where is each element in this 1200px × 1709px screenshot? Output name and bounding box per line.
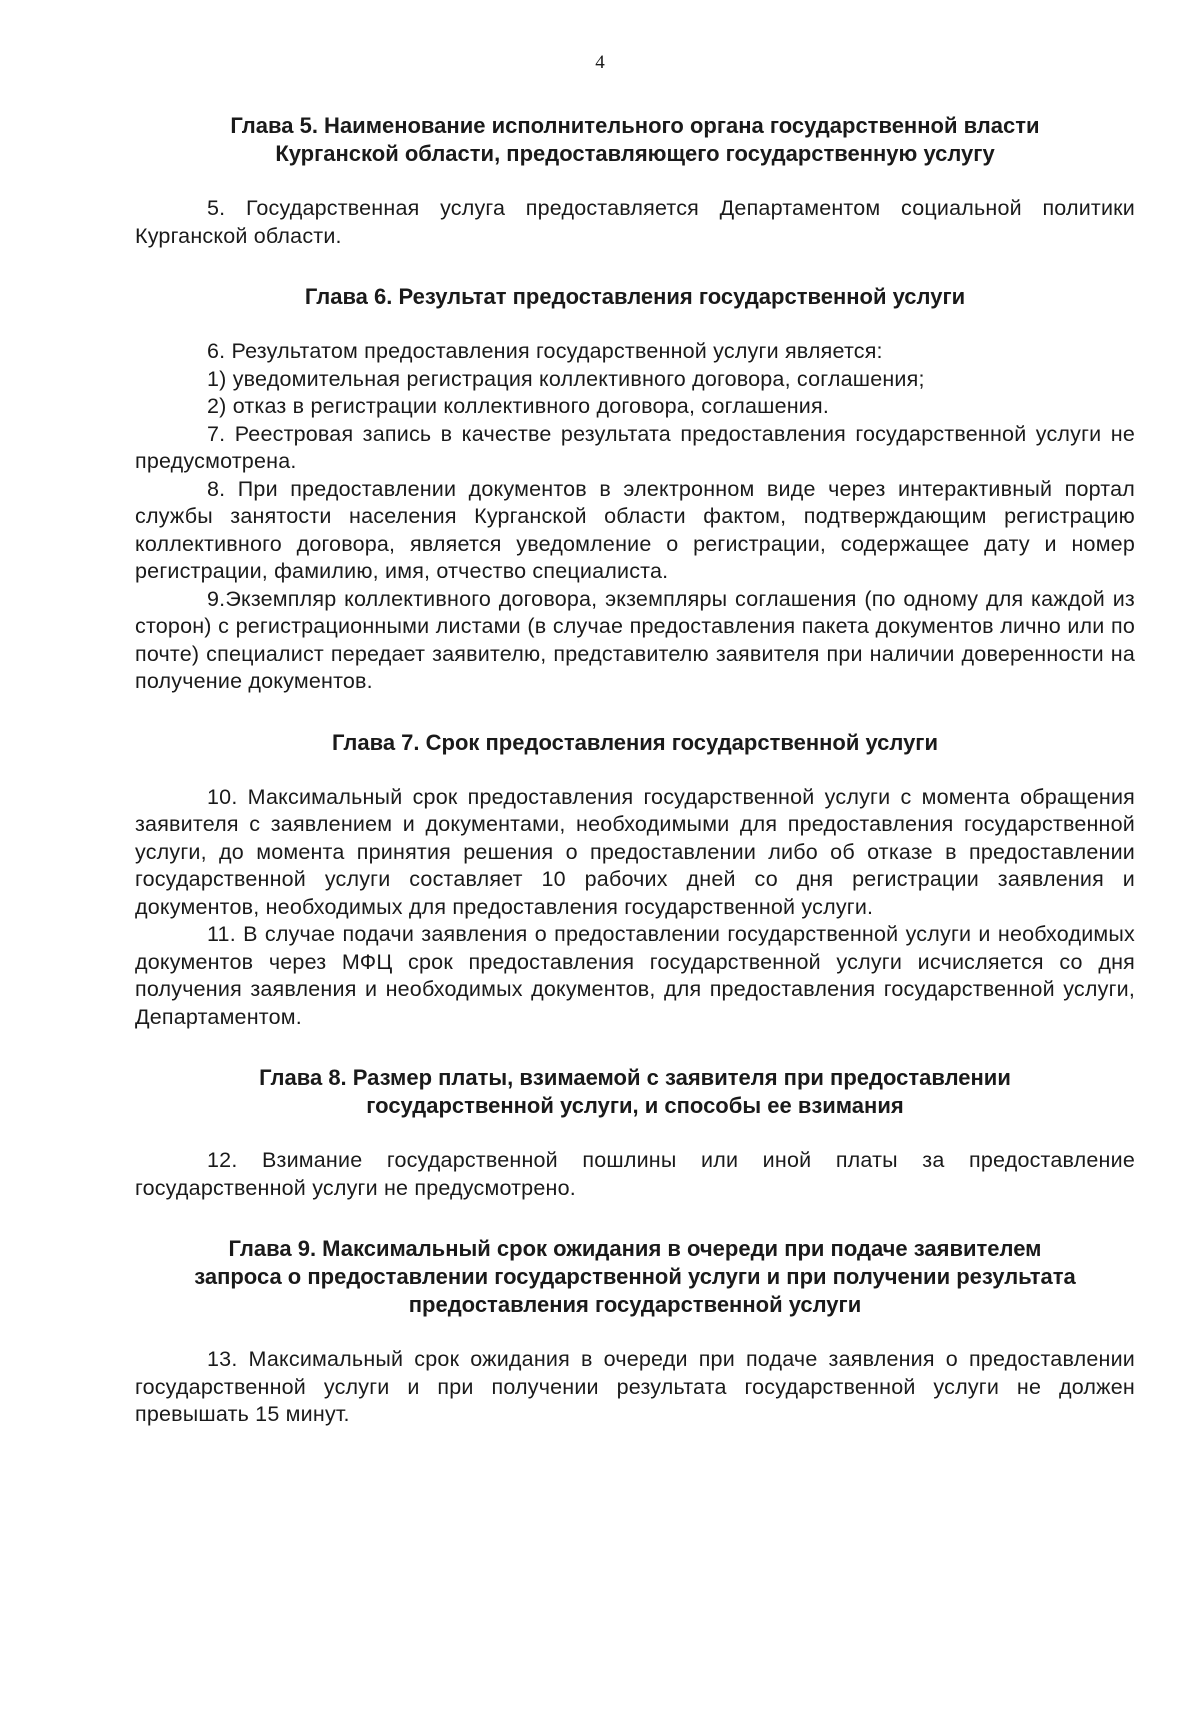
chapter-title-line: Глава 8. Размер платы, взимаемой с заявителя при предоставлении	[259, 1065, 1011, 1090]
paragraph-11: 11. В случае подачи заявления о предоставлении государственной услуги и необходимых документов через МФЦ срок предоставления государственной услуги исчисляется со дня получения заявления и необходимых документов, для предоставления государственной услуги, Департаментом.	[135, 922, 1135, 1029]
document-body	[135, 112, 1135, 1429]
chapter-title-line: Курганской области, предоставляющего государственную услугу	[275, 141, 995, 166]
chapter-6-title	[135, 283, 1135, 311]
paragraph-8: 8. При предоставлении документов в электронном виде через интерактивный портал службы занятости населения Курганской области фактом, подтверждающим регистрацию коллективного договора, является уведомление о регистрации, содержащее дату и номер регистрации, фамилию, имя, отчество специалиста.	[135, 476, 1135, 583]
chapter-8-title	[135, 1064, 1135, 1120]
chapter-title-line: Глава 7. Срок предоставления государственной услуги	[332, 729, 938, 755]
list-item-1: 1) уведомительная регистрация коллективного договора, соглашения;	[207, 366, 925, 391]
chapter-6	[135, 283, 1135, 696]
chapter-9	[135, 1235, 1135, 1429]
chapter-title-line: государственной услуги, и способы ее взимания	[366, 1093, 904, 1118]
chapter-title-line: Глава 9. Максимальный срок ожидания в очереди при подаче заявителем	[228, 1236, 1042, 1261]
chapter-title-line: запроса о предоставлении государственной услуги и при получении результата	[194, 1264, 1076, 1289]
list-item-2: 2) отказ в регистрации коллективного договора, соглашения.	[207, 394, 830, 418]
paragraph-10: 10. Максимальный срок предоставления государственной услуги с момента обращения заявителя с заявлением и документами, необходимыми для предоставления государственной услуги, до момента принятия решения о предоставлении либо об отказе в предоставлении государственной услуги составляет 10 рабочих дней со дня регистрации заявления и документов, необходимых для предоставления государственной услуги.	[135, 784, 1135, 919]
page-number: 4	[595, 52, 605, 73]
paragraph-13: 13. Максимальный срок ожидания в очереди при подаче заявления о предоставлении государственной услуги и при получении результата государственной услуги не должен превышать 15 минут.	[135, 1347, 1135, 1426]
chapter-5-title	[135, 112, 1135, 168]
paragraph-5: 5. Государственная услуга предоставляется Департаментом социальной политики Курганской области.	[135, 196, 1135, 248]
paragraph-7: 7. Реестровая запись в качестве результата предоставления государственной услуги не предусмотрена.	[135, 421, 1135, 473]
chapter-7	[135, 729, 1135, 1032]
paragraph-6: 6. Результатом предоставления государственной услуги является:	[207, 339, 883, 363]
chapter-title-line: Глава 6. Результат предоставления государственной услуги	[304, 284, 966, 309]
paragraph-12: 12. Взимание государственной пошлины или иной платы за предоставление государственной услуги не предусмотрено.	[135, 1148, 1135, 1200]
chapter-8	[135, 1064, 1135, 1202]
paragraph-9: 9.Экземпляр коллективного договора, экземпляры соглашения (по одному для каждой из сторон) с регистрационными листами (в случае предоставления пакета документов лично или по почте) специалист передает заявителю, представителю заявителя при наличии доверенности на получение документов.	[135, 586, 1135, 693]
chapter-9-title	[135, 1235, 1135, 1319]
chapter-5	[135, 112, 1135, 250]
chapter-title-line: предоставления государственной услуги	[408, 1292, 862, 1317]
chapter-title-line: Глава 5. Наименование исполнительного органа государственной власти	[230, 113, 1040, 138]
chapter-7-title	[135, 729, 1135, 757]
